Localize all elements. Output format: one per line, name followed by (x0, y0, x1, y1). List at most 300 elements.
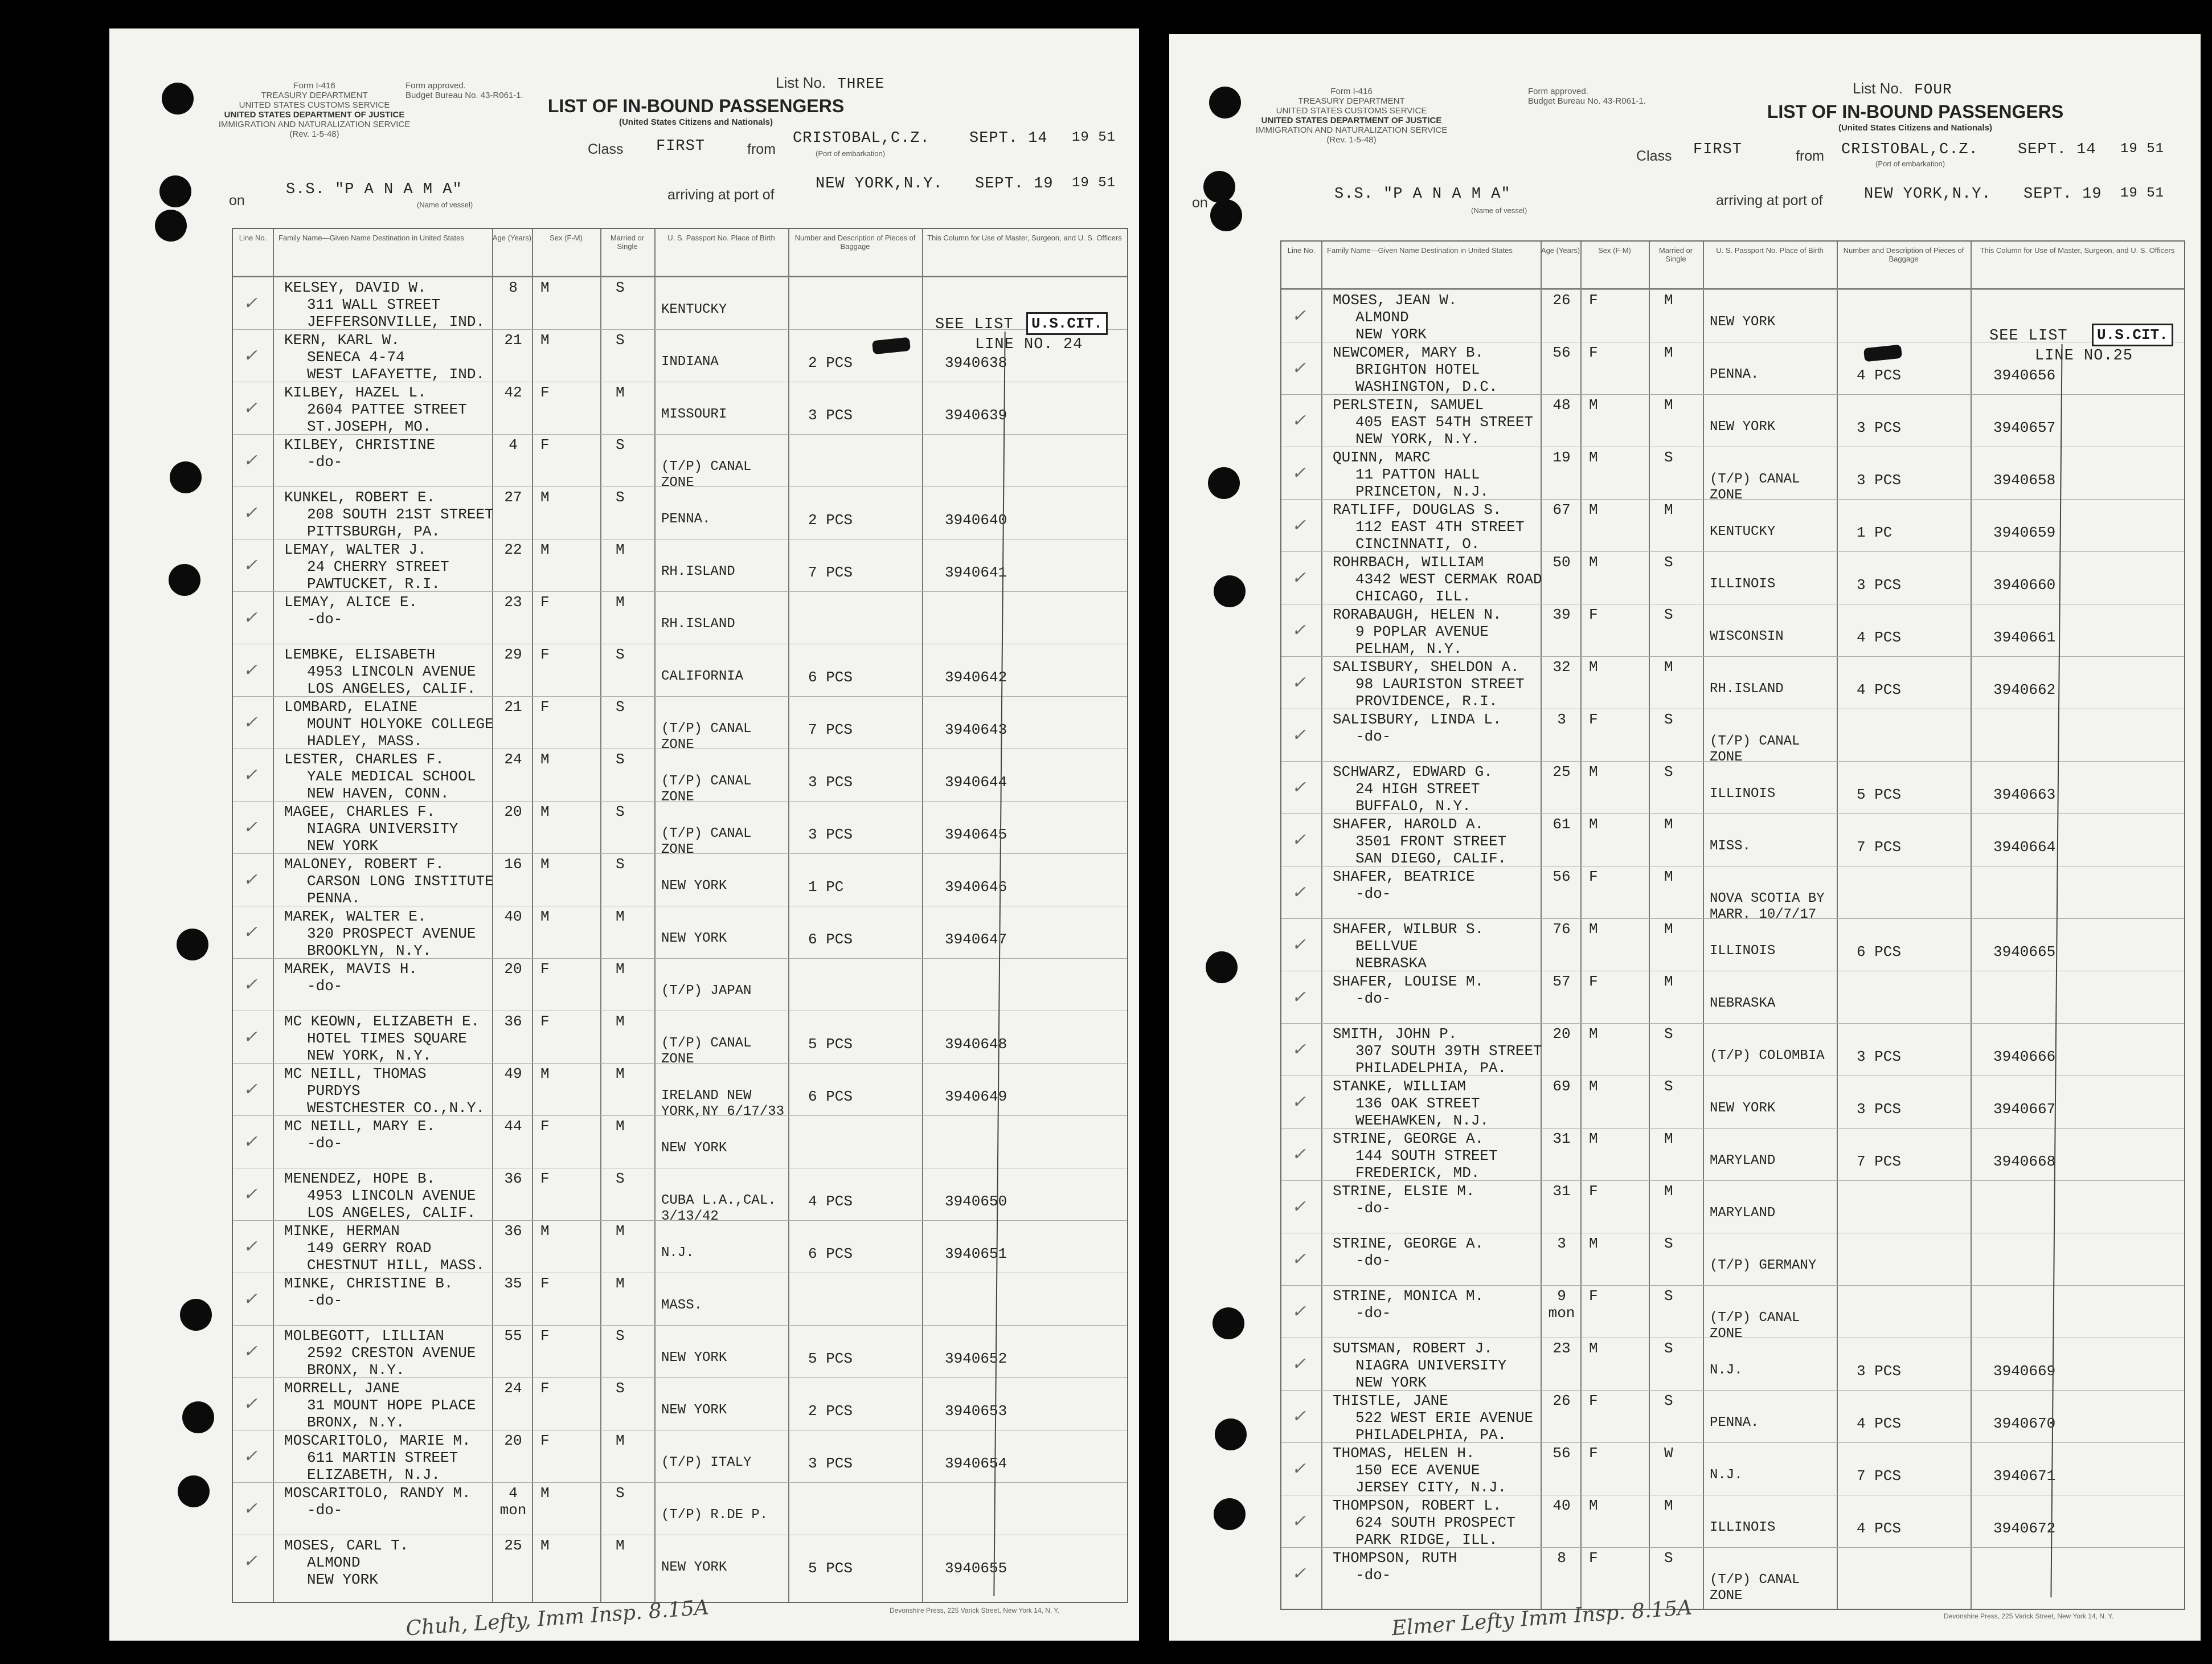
passenger-age: 42 (504, 384, 522, 401)
passenger-name: SHAFER, HAROLD A. (1333, 816, 1484, 833)
checkmark-icon: ✓ (243, 451, 258, 470)
passenger-name: QUINN, MARC (1333, 449, 1431, 466)
passenger-name: KELSEY, DAVID W. (284, 279, 427, 296)
destination-line: WESTCHESTER CO.,N.Y. (307, 1099, 485, 1117)
passenger-age: 20 (1553, 1025, 1571, 1042)
destination-line: -do- (307, 453, 343, 471)
destination-line: 4953 LINCOLN AVENUE (307, 663, 476, 680)
see-list-text: SEE LIST (935, 316, 1014, 333)
destination-line: 4953 LINCOLN AVENUE (307, 1187, 476, 1204)
punch-hole (1212, 1307, 1244, 1339)
passenger-name: MOLBEGOTT, LILLIAN (284, 1327, 444, 1344)
baggage-count: 3 PCS (1857, 1363, 1902, 1380)
passenger-sex: M (540, 1223, 550, 1240)
row-divider (233, 1325, 1127, 1326)
passenger-age: 40 (1553, 1497, 1571, 1514)
row-divider (1281, 656, 2184, 657)
baggage-ticket-number: 3940648 (945, 1036, 1007, 1053)
passenger-age: 76 (1553, 921, 1571, 938)
marital-status: S (616, 751, 625, 768)
destination-line: SENECA 4-74 (307, 349, 405, 366)
destination-line: PELHAM, N.Y. (1355, 640, 1463, 657)
baggage-ticket-number: 3940645 (945, 826, 1007, 843)
passenger-age: 23 (1553, 1340, 1571, 1357)
destination-line: WEST LAFAYETTE, IND. (307, 366, 485, 383)
place-of-birth: NEW YORK (661, 1560, 727, 1575)
checkmark-icon: ✓ (1292, 306, 1306, 325)
passenger-sex: M (540, 856, 550, 873)
row-divider (1281, 1128, 2184, 1129)
destination-line: 24 CHERRY STREET (307, 558, 449, 575)
document-subtitle: (United States Citizens and Nationals) (1838, 123, 1993, 133)
checkmark-icon: ✓ (1292, 359, 1306, 378)
passenger-age: 35 (504, 1275, 522, 1292)
vessel-value: S.S. "P A N A M A" (286, 181, 462, 198)
punch-hole (1214, 575, 1246, 607)
destination-line: PARK RIDGE, ILL. (1355, 1531, 1498, 1548)
passenger-sex: F (1589, 292, 1598, 309)
destination-line: 144 SOUTH STREET (1355, 1147, 1498, 1164)
destination-line: 2592 CRESTON AVENUE (307, 1344, 476, 1362)
passenger-table (232, 228, 1128, 1603)
checkmark-icon: ✓ (1292, 778, 1306, 797)
passenger-sex: M (1589, 449, 1598, 466)
destination-line: CARSON LONG INSTITUTE (307, 873, 494, 890)
marital-status: M (1664, 868, 1673, 885)
marital-status: W (1664, 1445, 1673, 1462)
passenger-sex: M (1589, 659, 1598, 676)
row-divider (1281, 761, 2184, 762)
class-label: Class (588, 141, 624, 157)
destination-line: NEW YORK (1355, 326, 1427, 343)
punch-hole (1210, 199, 1242, 231)
destination-line: HADLEY, MASS. (307, 733, 423, 750)
passenger-age: 56 (1553, 344, 1571, 361)
destination-line: PHILADELPHIA, PA. (1355, 1060, 1507, 1077)
destination-line: 112 EAST 4TH STREET (1355, 518, 1525, 535)
baggage-count: 4 PCS (808, 1193, 853, 1210)
marital-status: M (616, 541, 625, 558)
marital-status: S (616, 646, 625, 663)
passenger-name: MC KEOWN, ELIZABETH E. (284, 1013, 480, 1030)
baggage-count: 5 PCS (808, 1350, 853, 1367)
depart-year-value: 19 51 (1072, 130, 1116, 145)
place-of-birth: NEW YORK (1710, 314, 1776, 330)
row-divider (1281, 813, 2184, 814)
passenger-sex: M (1589, 816, 1598, 833)
passenger-name: LOMBARD, ELAINE (284, 698, 418, 716)
passenger-name: THISTLE, JANE (1333, 1392, 1448, 1409)
baggage-count: 5 PCS (808, 1036, 853, 1053)
passenger-sex: F (540, 1432, 550, 1449)
marital-status: M (616, 594, 625, 611)
checkmark-icon: ✓ (243, 661, 258, 680)
destination-line: 4342 WEST CERMAK ROAD (1355, 571, 1542, 588)
passenger-age: 56 (1553, 1445, 1571, 1462)
baggage-ticket-number: 3940671 (1993, 1467, 2056, 1485)
punch-hole (1215, 1418, 1247, 1450)
passenger-age: 21 (504, 332, 522, 349)
row-divider (1281, 289, 2184, 290)
checkmark-icon: ✓ (243, 713, 258, 732)
baggage-count: 7 PCS (808, 721, 853, 738)
destination-line: 31 MOUNT HOPE PLACE (307, 1397, 476, 1414)
destination-line: ST.JOSEPH, MO. (307, 418, 432, 435)
destination-line: BRIGHTON HOTEL (1355, 361, 1480, 378)
passenger-name: MC NEILL, THOMAS (284, 1065, 427, 1082)
justice-dept: UNITED STATES DEPARTMENT OF JUSTICE (1261, 116, 1442, 125)
punch-hole (159, 175, 191, 207)
place-of-birth: NEW YORK (661, 878, 727, 894)
place-of-birth: (T/P) CANAL ZONE (1710, 1310, 1800, 1342)
form-number: Form I-416 (1330, 87, 1373, 96)
destination-line: LOS ANGELES, CALIF. (307, 680, 476, 697)
list-no-label: List No. (776, 74, 826, 91)
destination-line: ELIZABETH, N.J. (307, 1466, 441, 1483)
passenger-age: 56 (1553, 868, 1571, 885)
marital-status: S (616, 279, 625, 296)
arrival-year-value: 19 51 (1072, 175, 1116, 191)
baggage-ticket-number: 3940641 (945, 564, 1007, 581)
passenger-age: 8 (1557, 1549, 1566, 1567)
passenger-age: 36 (504, 1223, 522, 1240)
destination-line: NIAGRA UNIVERSITY (1355, 1357, 1507, 1374)
line-no-ref: LINE NO. 24 (975, 336, 1083, 353)
destination-line: JEFFERSONVILLE, IND. (307, 313, 485, 330)
document-subtitle: (United States Citizens and Nationals) (618, 117, 773, 127)
on-label: on (1192, 195, 1208, 211)
destination-line: BRONX, N.Y. (307, 1362, 405, 1379)
passenger-sex: F (540, 1013, 550, 1030)
destination-line: -do- (1355, 1200, 1391, 1217)
checkmark-icon: ✓ (243, 399, 258, 418)
checkmark-icon: ✓ (243, 1447, 258, 1466)
punch-hole (170, 461, 202, 493)
row-divider (233, 1377, 1127, 1378)
checkmark-icon: ✓ (1292, 516, 1306, 535)
place-of-birth: NEW YORK (1710, 1101, 1776, 1116)
us-cit-stamp: U.S.CIT. (1026, 312, 1108, 335)
col-baggage: Number and Description of Pieces of Baggage (1843, 246, 1964, 263)
place-of-birth: (T/P) CANAL ZONE (1710, 734, 1800, 765)
col-sex: Sex (F-M) (550, 234, 583, 242)
passenger-sex: F (540, 698, 550, 716)
passenger-name: MOSES, CARL T. (284, 1537, 409, 1554)
baggage-ticket-number: 3940656 (1993, 367, 2056, 384)
row-divider (1281, 1442, 2184, 1443)
passenger-age: 69 (1553, 1078, 1571, 1095)
marital-status: S (616, 1485, 625, 1502)
manifest-sheet-left (109, 28, 1139, 1641)
destination-line: -do- (1355, 885, 1391, 902)
destination-line: 320 PROSPECT AVENUE (307, 925, 476, 942)
place-of-birth: ILLINOIS (1710, 943, 1776, 959)
baggage-ticket-number: 3940665 (1993, 943, 2056, 960)
passenger-age: 31 (1553, 1130, 1571, 1147)
treasury-dept: TREASURY DEPARTMENT (261, 91, 368, 100)
baggage-count: 5 PCS (1857, 786, 1902, 803)
passenger-name: STRINE, MONICA M. (1333, 1287, 1484, 1305)
passenger-age: 44 (504, 1118, 522, 1135)
passenger-age: 55 (504, 1327, 522, 1344)
passenger-sex: F (1589, 1183, 1598, 1200)
passenger-age: 27 (504, 489, 522, 506)
passenger-sex: F (1589, 1445, 1598, 1462)
customs-service: UNITED STATES CUSTOMS SERVICE (1276, 106, 1427, 116)
row-divider (1281, 1023, 2184, 1024)
place-of-birth: NEW YORK (661, 1140, 727, 1156)
marital-status: M (616, 1537, 625, 1554)
baggage-ticket-number: 3940666 (1993, 1048, 2056, 1065)
passenger-sex: F (540, 1275, 550, 1292)
baggage-count: 2 PCS (808, 354, 853, 371)
destination-line: 311 WALL STREET (307, 296, 441, 313)
destination-line: NEW YORK, N.Y. (307, 1047, 432, 1064)
passenger-sex: F (540, 646, 550, 663)
passenger-name: SHAFER, WILBUR S. (1333, 921, 1484, 938)
destination-line: -do- (1355, 728, 1391, 745)
form-header (1243, 87, 1460, 145)
approved-text: Form approved. (405, 81, 466, 91)
place-of-birth: MISS. (1710, 839, 1751, 854)
passenger-age: 20 (504, 960, 522, 978)
marital-status: S (1664, 1025, 1673, 1042)
place-of-birth: MARYLAND (1710, 1153, 1776, 1168)
passenger-name: SCHWARZ, EDWARD G. (1333, 763, 1493, 780)
baggage-count: 2 PCS (808, 1403, 853, 1420)
place-of-birth: (T/P) CANAL ZONE (661, 1036, 752, 1067)
place-of-birth: MARYLAND (1710, 1205, 1776, 1221)
passenger-sex: F (540, 1380, 550, 1397)
place-of-birth: (T/P) CANAL ZONE (661, 774, 752, 805)
passenger-sex: M (540, 279, 550, 296)
place-of-birth: MISSOURI (661, 407, 727, 422)
marital-status: S (616, 1380, 625, 1397)
passenger-sex: M (1589, 763, 1598, 780)
passenger-name: SALISBURY, LINDA L. (1333, 711, 1502, 728)
passenger-sex: M (540, 908, 550, 925)
passenger-sex: M (1589, 1130, 1598, 1147)
baggage-count: 6 PCS (808, 1245, 853, 1262)
place-of-birth: (T/P) COLOMBIA (1710, 1048, 1825, 1064)
marital-status: S (616, 332, 625, 349)
passenger-name: KILBEY, HAZEL L. (284, 384, 427, 401)
destination-line: HOTEL TIMES SQUARE (307, 1030, 467, 1047)
baggage-count: 3 PCS (808, 774, 853, 791)
marital-status: S (616, 856, 625, 873)
passenger-age: 25 (1553, 763, 1571, 780)
checkmark-icon: ✓ (1292, 1512, 1306, 1531)
baggage-count: 5 PCS (808, 1560, 853, 1577)
destination-line: -do- (1355, 1567, 1391, 1584)
baggage-ticket-number: 3940664 (1993, 839, 2056, 856)
marital-status: M (616, 1275, 625, 1292)
baggage-ticket-number: 3940662 (1993, 681, 2056, 698)
checkmark-icon: ✓ (243, 556, 258, 575)
passenger-sex: M (540, 751, 550, 768)
place-of-birth: N.J. (1710, 1363, 1743, 1378)
row-divider (233, 1220, 1127, 1221)
passenger-name: THOMPSON, RUTH (1333, 1549, 1457, 1567)
ins-service: IMMIGRATION AND NATURALIZATION SERVICE (218, 120, 411, 129)
checkmark-icon: ✓ (243, 294, 258, 313)
baggage-ticket-number: 3940650 (945, 1193, 1007, 1210)
place-of-birth: ILLINOIS (1710, 786, 1776, 802)
baggage-count: 3 PCS (808, 1455, 853, 1472)
baggage-count: 3 PCS (1857, 1048, 1902, 1065)
manifest-sheet-right (1169, 34, 2201, 1641)
form-approved (405, 81, 523, 100)
destination-line: JERSEY CITY, N.J. (1355, 1479, 1507, 1496)
row-divider (233, 801, 1127, 802)
passenger-name: RORABAUGH, HELEN N. (1333, 606, 1502, 623)
marital-status: S (616, 698, 625, 716)
place-of-birth: (T/P) CANAL ZONE (661, 826, 752, 857)
passenger-age: 4 mon (499, 1485, 527, 1519)
class-label: Class (1636, 148, 1672, 164)
destination-line: PITTSBURGH, PA. (307, 523, 441, 540)
baggage-ticket-number: 3940646 (945, 878, 1007, 896)
checkmark-icon: ✓ (1292, 1355, 1306, 1373)
baggage-count: 3 PCS (1857, 577, 1902, 594)
destination-line: 11 PATTON HALL (1355, 466, 1480, 483)
destination-line: CHICAGO, ILL. (1355, 588, 1471, 605)
passenger-name: STANKE, WILLIAM (1333, 1078, 1467, 1095)
passenger-age: 61 (1553, 816, 1571, 833)
passenger-name: MENENDEZ, HOPE B. (284, 1170, 436, 1187)
printer-imprint: Devonshire Press, 225 Varick Street, New York 14, N. Y. (1944, 1612, 2114, 1620)
checkmark-icon: ✓ (1292, 935, 1306, 954)
destination-line: PAWTUCKET, R.I. (307, 575, 441, 592)
row-divider (233, 1115, 1127, 1116)
col-age: Age (Years) (492, 234, 532, 242)
destination-line: BELLVUE (1355, 938, 1418, 955)
destination-line: 611 MARTIN STREET (307, 1449, 458, 1466)
checkmark-icon: ✓ (1292, 569, 1306, 587)
baggage-ticket-number: 3940667 (1993, 1101, 2056, 1118)
place-of-birth: NEW YORK (661, 1350, 727, 1365)
punch-hole (180, 1299, 212, 1331)
destination-line: FREDERICK, MD. (1355, 1164, 1480, 1181)
marital-status: S (616, 436, 625, 453)
passenger-sex: F (1589, 711, 1598, 728)
passenger-name: MOSES, JEAN W. (1333, 292, 1457, 309)
passenger-name: THOMAS, HELEN H. (1333, 1445, 1475, 1462)
form-approved (1528, 87, 1646, 106)
passenger-age: 39 (1553, 606, 1571, 623)
baggage-count: 3 PCS (808, 826, 853, 843)
place-of-birth: (T/P) CANAL ZONE (661, 721, 752, 753)
inspector-signature: Chuh, Lefty, Imm Insp. 8.15A (405, 1596, 710, 1641)
passenger-name: MAREK, MAVIS H. (284, 960, 418, 978)
row-divider (233, 591, 1127, 592)
checkmark-icon: ✓ (243, 766, 258, 784)
depart-date-value: SEPT. 14 (2018, 141, 2096, 158)
destination-line: YALE MEDICAL SCHOOL (307, 768, 476, 785)
row-divider (1281, 551, 2184, 552)
destination-line: 405 EAST 54TH STREET (1355, 414, 1534, 431)
passenger-age: 67 (1553, 501, 1571, 518)
checkmark-icon: ✓ (1292, 1407, 1306, 1426)
col-passport: U. S. Passport No. Place of Birth (667, 234, 775, 242)
passenger-sex: M (540, 489, 550, 506)
passenger-sex: F (540, 594, 550, 611)
baggage-count: 4 PCS (1857, 681, 1902, 698)
col-baggage: Number and Description of Pieces of Baggage (794, 234, 916, 251)
passenger-sex: M (540, 1537, 550, 1554)
checkmark-icon: ✓ (243, 1552, 258, 1571)
baggage-ticket-number: 3940640 (945, 512, 1007, 529)
destination-line: PENNA. (307, 890, 361, 907)
marital-status: S (616, 803, 625, 820)
place-of-birth: INDIANA (661, 354, 719, 370)
passenger-sex: F (540, 384, 550, 401)
destination-line: NEW YORK (307, 1571, 378, 1588)
marital-status: M (616, 1013, 625, 1030)
destination-line: PRINCETON, N.J. (1355, 483, 1489, 500)
punch-hole (169, 564, 200, 596)
passenger-sex: F (1589, 1549, 1598, 1567)
passenger-name: MOSCARITOLO, MARIE M. (284, 1432, 471, 1449)
us-cit-stamp: U.S.CIT. (2092, 324, 2173, 346)
passenger-name: SHAFER, LOUISE M. (1333, 973, 1484, 990)
passenger-name: PERLSTEIN, SAMUEL (1333, 396, 1484, 414)
row-divider (1281, 918, 2184, 919)
passenger-sex: M (1589, 1078, 1598, 1095)
passenger-name: KILBEY, CHRISTINE (284, 436, 436, 453)
passenger-age: 9 mon (1548, 1287, 1575, 1322)
document-title: LIST OF IN-BOUND PASSENGERS (1767, 101, 2064, 122)
baggage-ticket-number: 3940670 (1993, 1415, 2056, 1432)
marital-status: M (616, 384, 625, 401)
marital-status: M (1664, 659, 1673, 676)
passenger-sex: M (1589, 1497, 1598, 1514)
marital-status: M (1664, 921, 1673, 938)
passenger-sex: F (1589, 606, 1598, 623)
destination-line: PHILADELPHIA, PA. (1355, 1426, 1507, 1444)
passenger-age: 20 (504, 1432, 522, 1449)
passenger-age: 4 (509, 436, 518, 453)
baggage-count: 7 PCS (1857, 839, 1902, 856)
destination-line: 136 OAK STREET (1355, 1095, 1480, 1112)
arrival-port-value: NEW YORK,N.Y. (1864, 186, 1992, 203)
place-of-birth: (T/P) CANAL ZONE (661, 459, 752, 490)
baggage-count: 7 PCS (1857, 1153, 1902, 1170)
destination-line: 3501 FRONT STREET (1355, 833, 1507, 850)
checkmark-icon: ✓ (243, 346, 258, 365)
punch-hole (1206, 951, 1238, 983)
inspector-signature: Elmer Lefty Imm Insp. 8.15A (1391, 1596, 1693, 1641)
baggage-ticket-number: 3940649 (945, 1088, 1007, 1105)
checkmark-icon: ✓ (1292, 1302, 1306, 1321)
marital-status: S (1664, 1287, 1673, 1305)
list-no-label: List No. (1853, 80, 1903, 97)
baggage-ticket-number: 3940661 (1993, 629, 2056, 646)
col-married: Married or Single (1658, 246, 1693, 263)
passenger-age: 3 (1557, 1235, 1566, 1252)
place-of-birth: (T/P) R.DE P. (661, 1507, 768, 1523)
budget-text: Budget Bureau No. 43-R061-1. (1528, 96, 1646, 106)
col-married: Married or Single (610, 234, 645, 251)
col-age: Age (Years) (1541, 246, 1580, 255)
justice-dept: UNITED STATES DEPARTMENT OF JUSTICE (224, 110, 405, 120)
place-of-birth: RH.ISLAND (661, 564, 735, 579)
depart-date-value: SEPT. 14 (969, 130, 1048, 147)
passenger-age: 49 (504, 1065, 522, 1082)
passenger-age: 31 (1553, 1183, 1571, 1200)
vessel-note: (Name of vessel) (1471, 206, 1527, 215)
passenger-sex: M (1589, 1235, 1598, 1252)
